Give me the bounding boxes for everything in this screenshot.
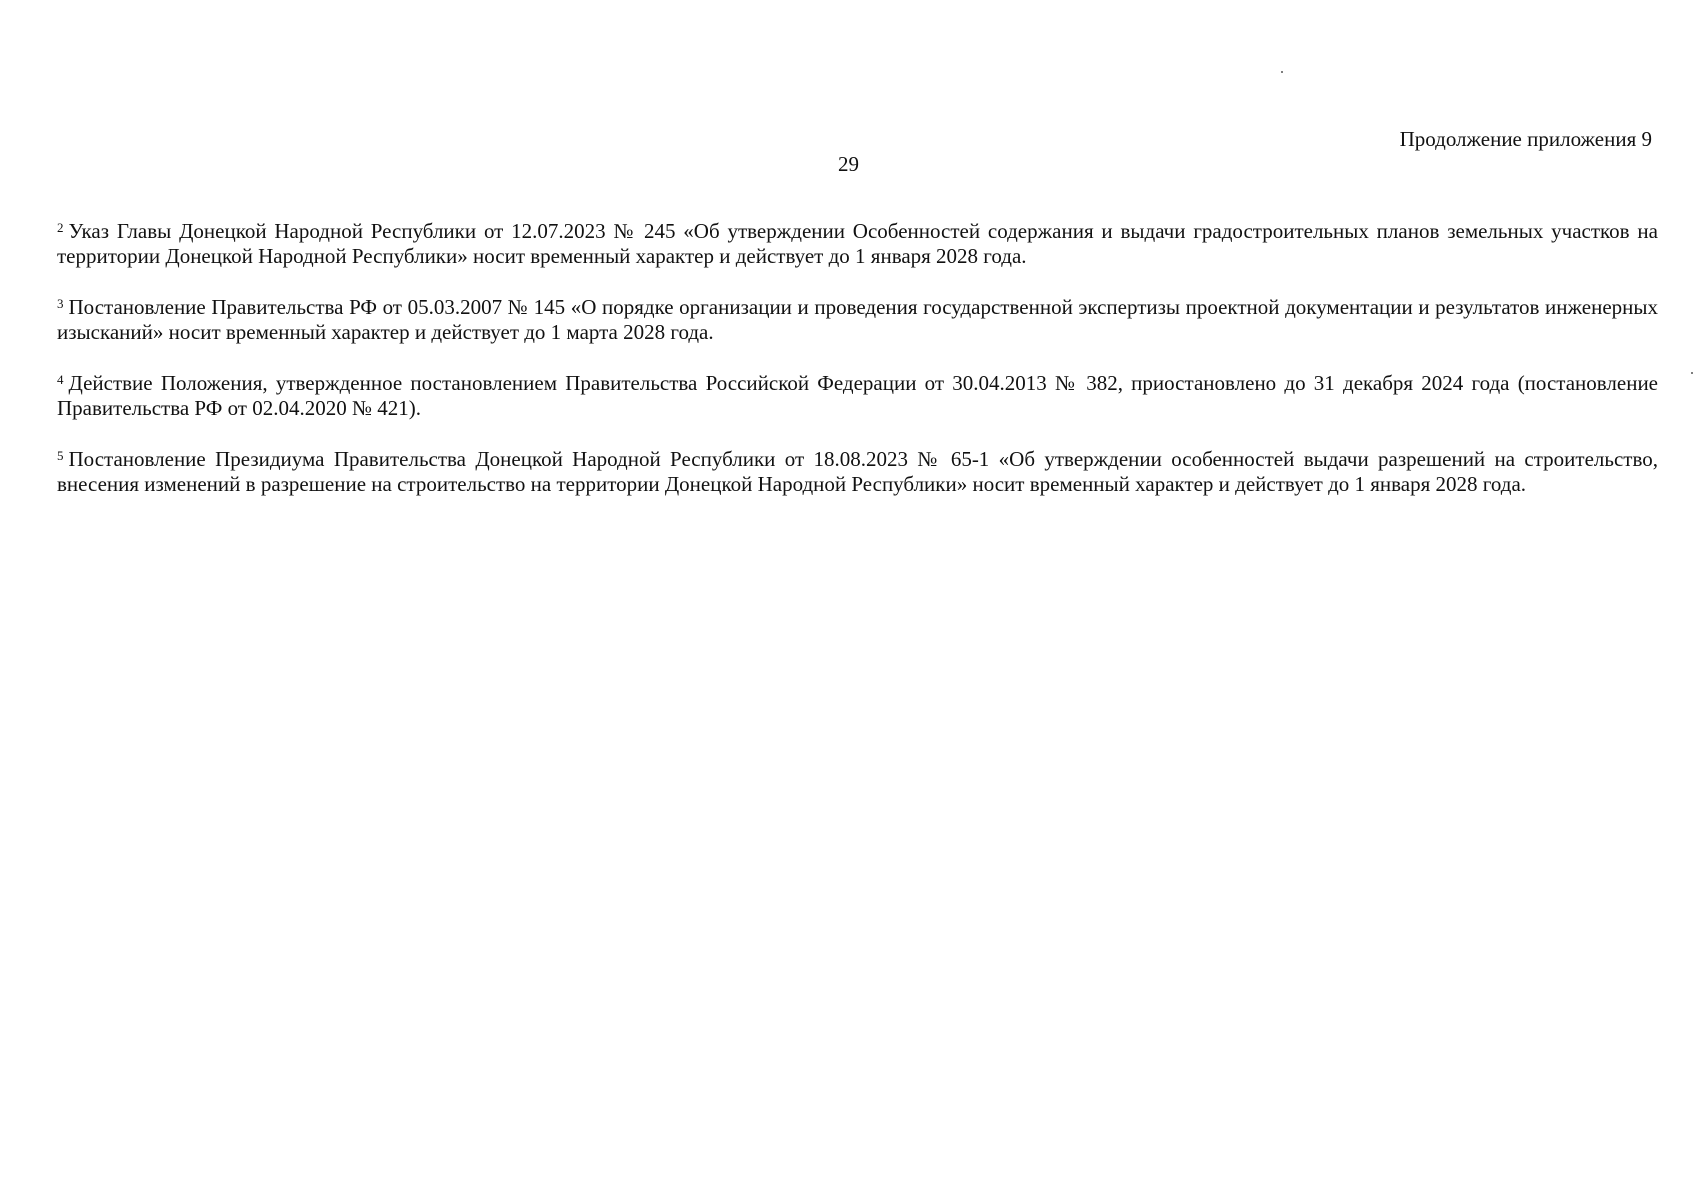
footnote-marker: 4 [57,372,64,387]
footnotes-list [57,219,1658,523]
appendix-continuation-label: Продолжение приложения 9 [1399,127,1652,151]
footnote-marker: 5 [57,448,64,463]
footnote-text: Действие Положения, утвержденное постановлением Правительства Российской Федерации от 30.04.2013 № 382, приостановлено до 31 декабря 2024 года (постановление Правительства РФ от 02.04.2020 № 421). [57,371,1658,420]
footnote-5 [57,447,1658,496]
scan-speck [1281,71,1283,73]
footnote-marker: 2 [57,220,64,235]
footnote-4 [57,371,1658,420]
footnote-text: Постановление Правительства РФ от 05.03.2007 № 145 «О порядке организации и проведения государственной экспертизы проектной документации и результатов инженерных изысканий» носит временный характер и действует до 1 марта 2028 года. [57,295,1658,344]
footnote-marker: 3 [57,296,64,311]
footnote-2 [57,219,1658,268]
page-number: 29 [838,152,859,176]
scan-speck [1691,372,1693,374]
footnote-text: Постановление Президиума Правительства Донецкой Народной Республики от 18.08.2023 № 65-1 «Об утверждении особенностей выдачи разрешений на строительство, внесения изменений в разрешение на строительство на территории Донецкой Народной Республики» носит временный характер и действует до 1 января 2028 года. [57,447,1658,496]
footnote-3 [57,295,1658,344]
footnote-text: Указ Главы Донецкой Народной Республики от 12.07.2023 № 245 «Об утверждении Особенностей содержания и выдачи градостроительных планов земельных участков на территории Донецкой Народной Республики» носит временный характер и действует до 1 января 2028 года. [57,219,1658,268]
